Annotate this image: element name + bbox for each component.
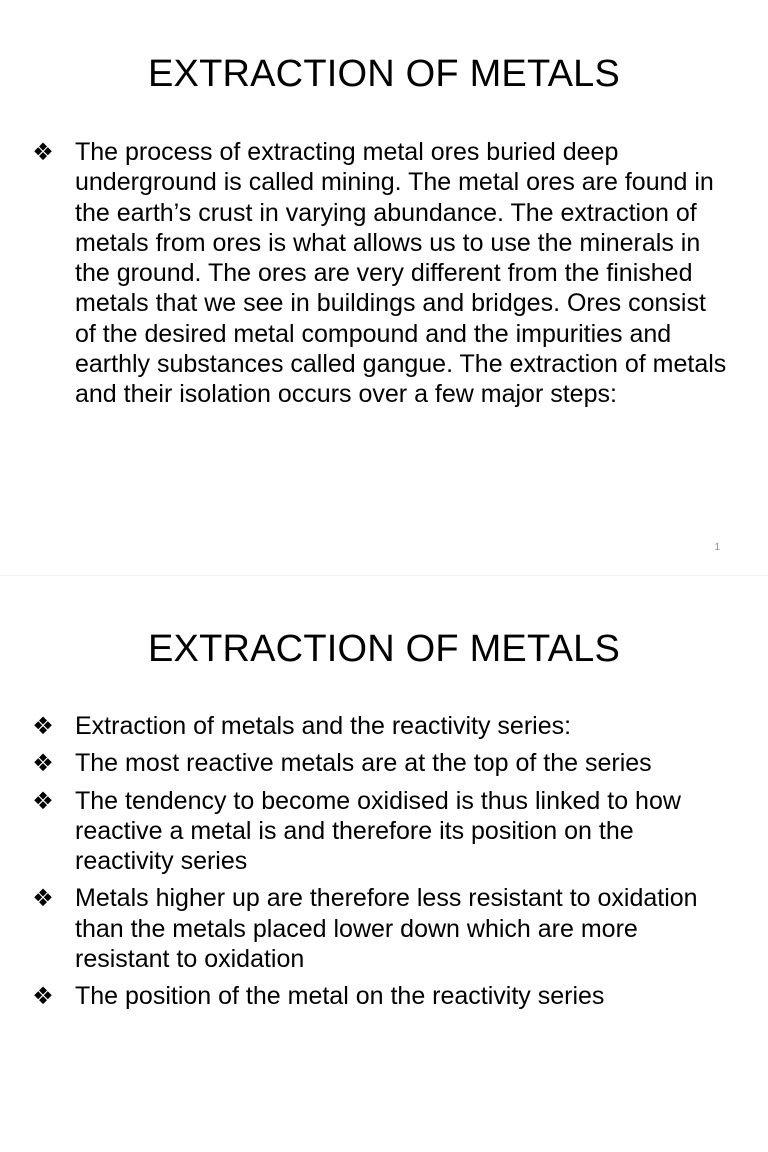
- slide-number: 1: [714, 542, 720, 553]
- four-diamond-bullet-icon: ❖: [32, 749, 54, 778]
- list-item: [0, 786, 768, 877]
- slide-title: EXTRACTION OF METALS: [147, 628, 620, 670]
- four-diamond-bullet-icon: ❖: [32, 786, 54, 815]
- list-item: [0, 711, 768, 741]
- list-item: [0, 981, 768, 1011]
- bullet-text: The most reactive metals are at the top of the series: [75, 749, 652, 778]
- four-diamond-bullet-icon: ❖: [32, 982, 54, 1011]
- bullet-text: Metals higher up are therefore less resistant to oxidation than the metals placed lower down which are more resistant to oxidation: [75, 884, 698, 974]
- bullet-list: [0, 137, 768, 417]
- bullet-text: The tendency to become oxidised is thus linked to how reactive a metal is and therefore its position on the reactivity series: [75, 786, 681, 876]
- slide-2: [0, 576, 768, 1152]
- bullet-text: Extraction of metals and the reactivity series:: [75, 712, 572, 740]
- four-diamond-bullet-icon: ❖: [32, 712, 54, 740]
- slide-title: EXTRACTION OF METALS: [147, 53, 620, 95]
- list-item: [0, 883, 768, 974]
- four-diamond-bullet-icon: ❖: [32, 884, 54, 913]
- list-item: [0, 137, 768, 410]
- bullet-text: The process of extracting metal ores buried deep underground is called mining. The metal ores are found in the earth’s crust in varying abundance. The extraction of metals from ores is what allows us to use the minerals in the ground. The ores are very different from the finished metals that we see in buildings and bridges. Ores consist of the desired metal compound and the impurities and earthly substances called gangue. The extraction of metals and their isolation occurs over a few major steps:: [75, 138, 727, 409]
- bullet-text: The position of the metal on the reactivity series: [75, 982, 605, 1011]
- four-diamond-bullet-icon: ❖: [32, 138, 54, 166]
- list-item: [0, 748, 768, 778]
- bullet-list: [0, 711, 768, 1019]
